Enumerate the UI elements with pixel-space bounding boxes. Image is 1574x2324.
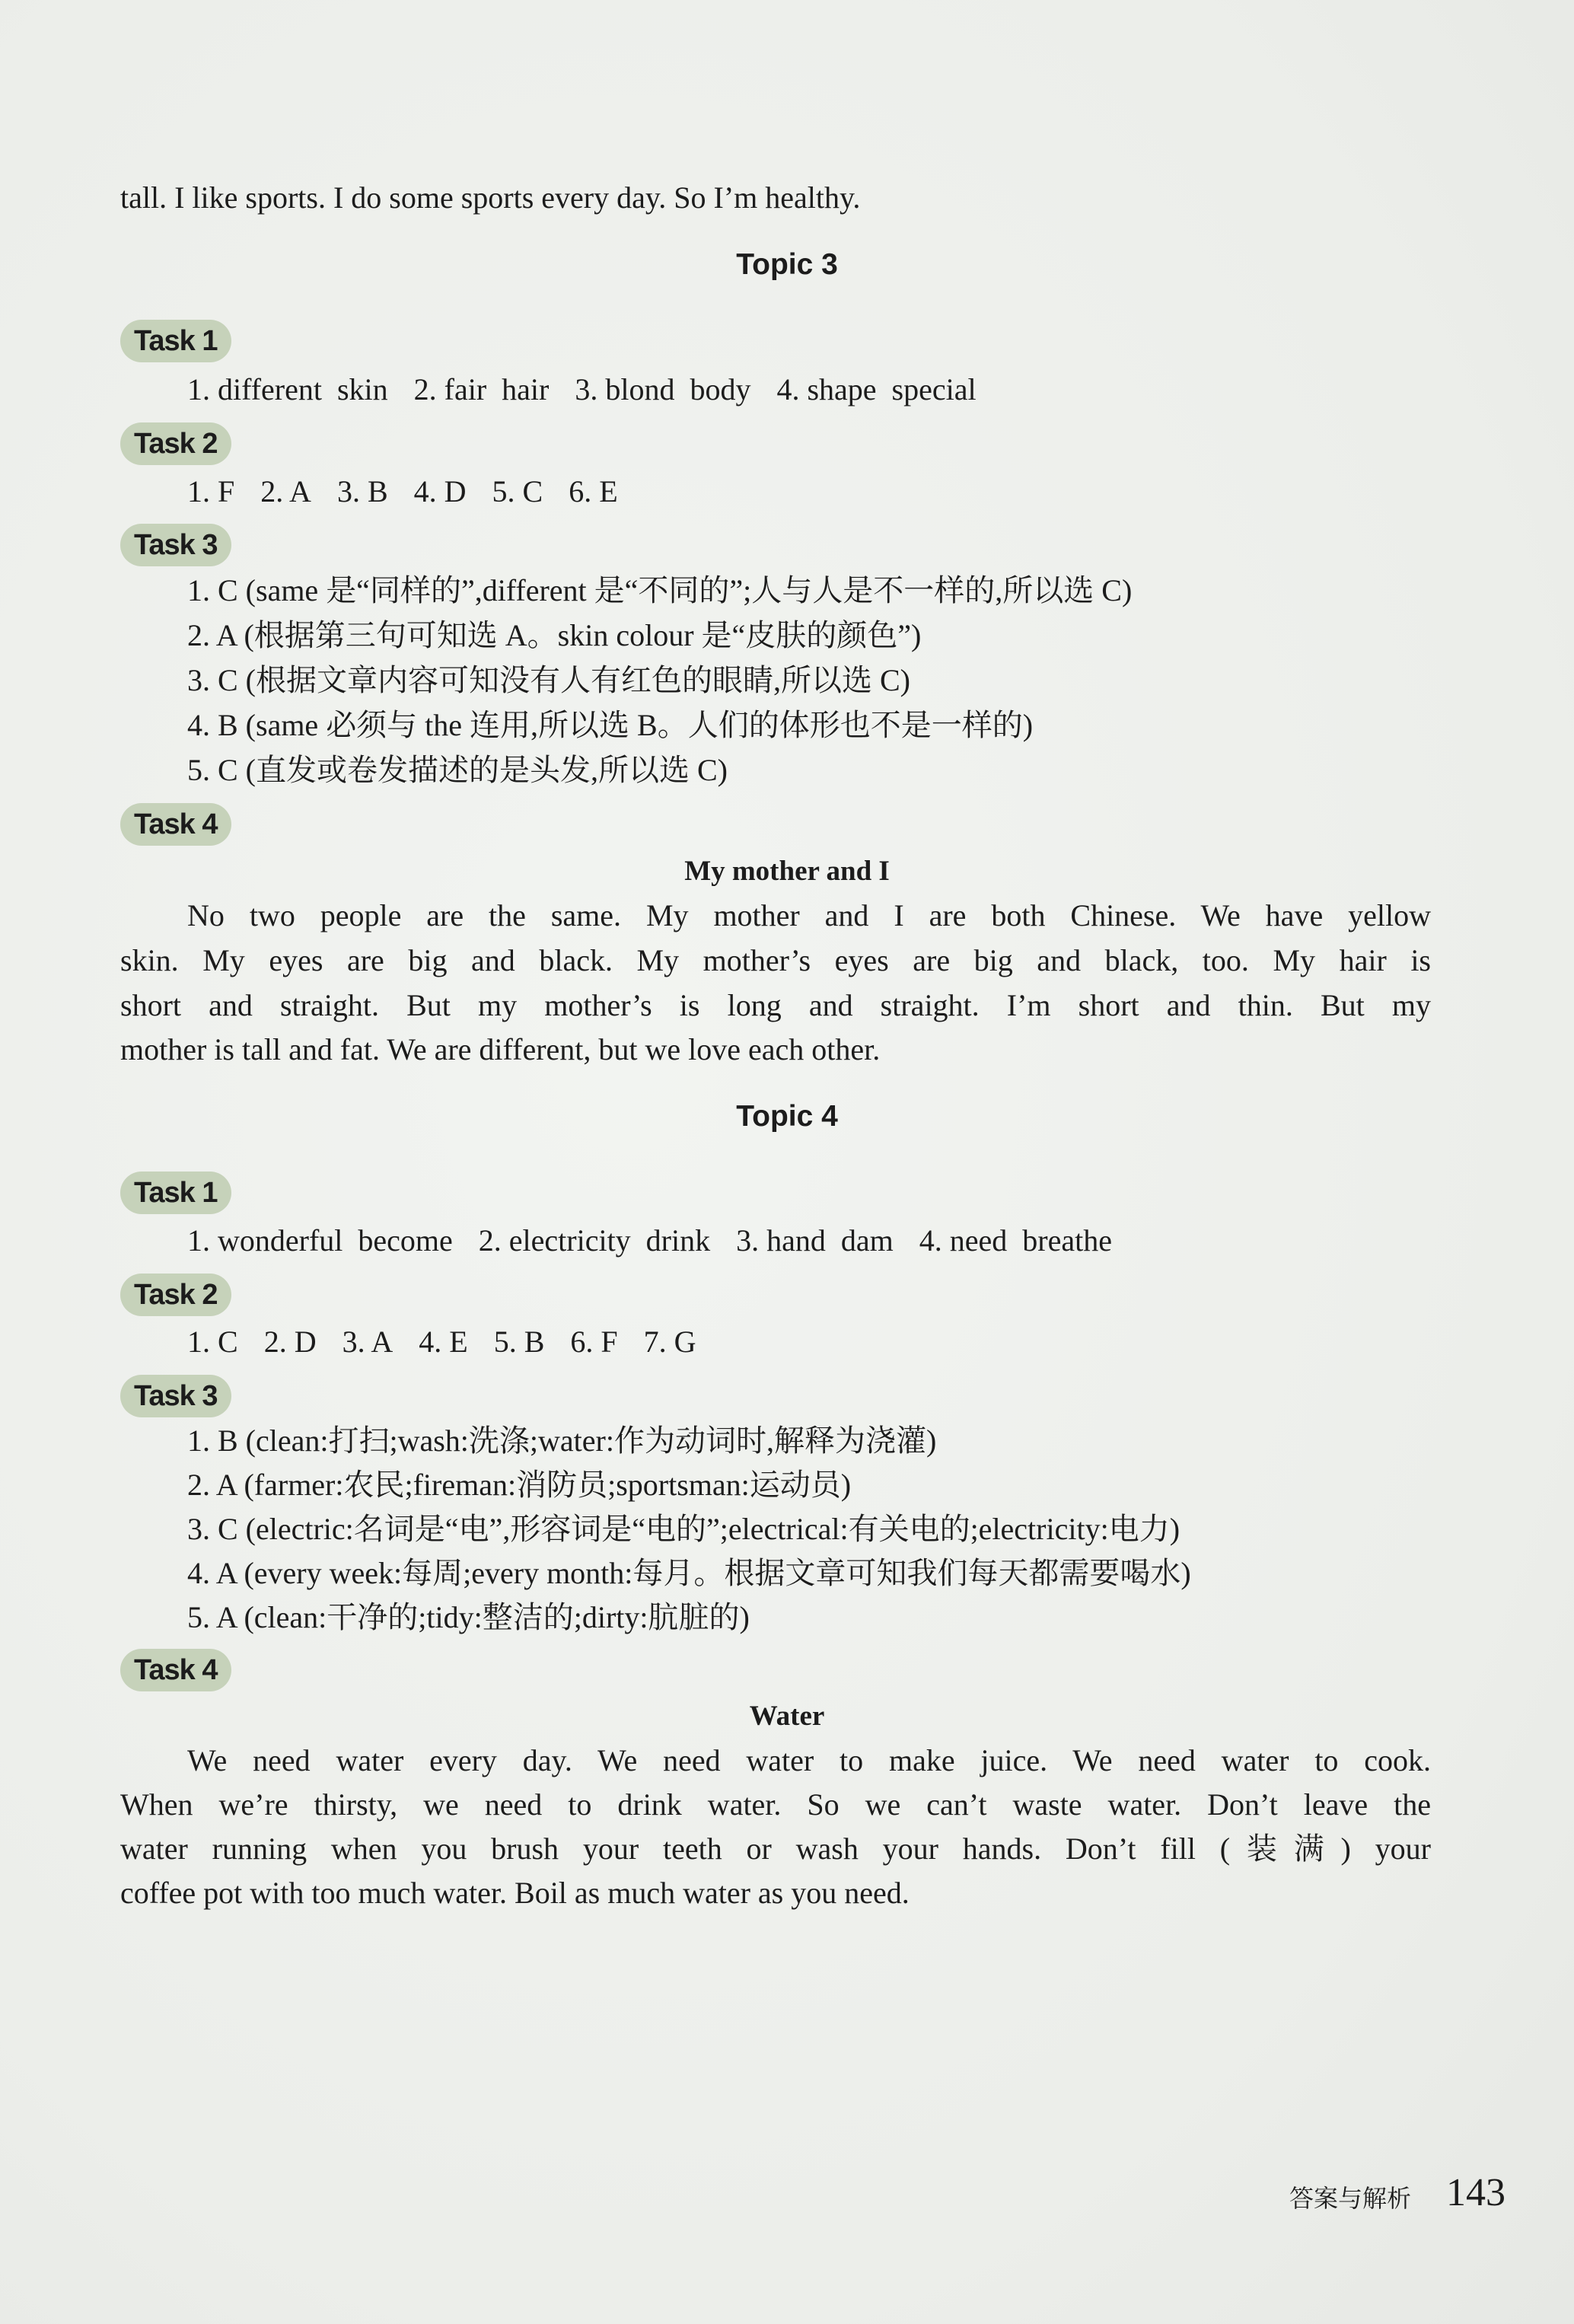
answer: 4. shape special: [776, 372, 977, 406]
answer: 3. hand dam: [736, 1223, 894, 1258]
topic3-task1-answers: [187, 368, 1002, 412]
topic3-essay-line: mother is tall and fat. We are different, but we love each other.: [120, 1032, 881, 1066]
intro-line: tall. I like sports. I do some sports every day. So I’m healthy.: [120, 180, 861, 215]
topic3-task3-badge: Task 3: [120, 524, 231, 566]
answer: 1. different skin: [187, 372, 388, 406]
answer: 1. F: [187, 474, 235, 508]
topic3-task4-badge: Task 4: [120, 803, 231, 846]
topic4-task2-answers: [187, 1320, 722, 1364]
essay-text: We need water every day. We need water to make juice. We need water to cook.: [187, 1743, 1431, 1777]
topic4-essay-line: coffee pot with too much water. Boil as much water as you need.: [120, 1876, 910, 1910]
topic4-essay-line: water running when you brush your teeth or wash your hands. Don’t fill (装满) your: [120, 1831, 1431, 1866]
answer: 6. F: [570, 1325, 618, 1359]
topic3-task3-item: 2. A (根据第三句可知选 A。skin colour 是“皮肤的颜色”): [187, 618, 922, 652]
answer: 1. wonderful become: [187, 1223, 453, 1258]
topic3-essay-line: [120, 894, 1431, 938]
answer: 5. C: [492, 474, 543, 508]
answer: 2. fair hair: [413, 372, 550, 406]
topic4-title: Topic 4: [736, 1100, 838, 1133]
topic3-essay-line: short and straight. But my mother’s is long and straight. I’m short and thin. But my: [120, 988, 1431, 1022]
topic4-task1-answers: [187, 1219, 1138, 1263]
topic3-task3-item: 1. C (same 是“同样的”,different 是“不同的”;人与人是不一样的,所以选 C): [187, 573, 1133, 607]
answer: 2. A: [260, 474, 311, 508]
answer: 1. C: [187, 1325, 238, 1359]
answer: 7. G: [643, 1325, 696, 1359]
topic3-task2-answers: [187, 470, 644, 514]
topic4-task2-badge: Task 2: [120, 1274, 231, 1316]
topic3-title: Topic 3: [736, 248, 838, 281]
answer: 3. blond body: [575, 372, 751, 406]
topic4-task3-badge: Task 3: [120, 1375, 231, 1417]
topic4-task3-item: 4. A (every week:每周;every month:每月。根据文章可知我们每天都需要喝水): [187, 1556, 1191, 1590]
answer: 4. E: [419, 1325, 468, 1359]
topic4-task3-item: 2. A (farmer:农民;fireman:消防员;sportsman:运动员): [187, 1468, 852, 1502]
answer: 2. D: [263, 1325, 317, 1359]
topic4-task3-item: 3. C (electric:名词是“电”,形容词是“电的”;electrical:有关电的;electricity:电力): [187, 1512, 1180, 1546]
topic3-task3-item: 5. C (直发或卷发描述的是头发,所以选 C): [187, 753, 728, 787]
topic4-essay-line: When we’re thirsty, we need to drink water. So we can’t waste water. Don’t leave the: [120, 1787, 1431, 1822]
topic4-task3-item: 1. B (clean:打扫;wash:洗涤;water:作为动词时,解释为浇灌): [187, 1423, 937, 1458]
answer: 5. B: [493, 1325, 545, 1359]
topic3-task2-badge: Task 2: [120, 422, 231, 465]
topic4-task1-badge: Task 1: [120, 1172, 231, 1214]
answer: 3. B: [336, 474, 388, 508]
topic4-task3-item: 5. A (clean:干净的;tidy:整洁的;dirty:肮脏的): [187, 1600, 750, 1634]
topic3-task3-item: 3. C (根据文章内容可知没有人有红色的眼睛,所以选 C): [187, 663, 910, 697]
answer: 3. A: [342, 1325, 394, 1359]
answer: 2. electricity drink: [478, 1223, 711, 1258]
footer-label: 答案与解析: [1289, 2184, 1412, 2213]
answer: 4. D: [413, 474, 467, 508]
topic3-essay-title: My mother and I: [684, 856, 890, 887]
answer: 4. need breathe: [919, 1223, 1112, 1258]
topic3-task3-item: 4. B (same 必须与 the 连用,所以选 B。人们的体形也不是一样的): [187, 708, 1034, 742]
topic4-essay-line: [120, 1739, 1431, 1783]
topic3-essay-line: skin. My eyes are big and black. My mother’s eyes are big and black, too. My hair is: [120, 943, 1431, 977]
topic3-task1-badge: Task 1: [120, 320, 231, 362]
essay-text: No two people are the same. My mother and I are both Chinese. We have yellow: [187, 898, 1431, 932]
page-number: 143: [1446, 2171, 1505, 2214]
topic4-task4-badge: Task 4: [120, 1649, 231, 1691]
answer: 6. E: [569, 474, 618, 508]
topic4-essay-title: Water: [749, 1701, 825, 1732]
